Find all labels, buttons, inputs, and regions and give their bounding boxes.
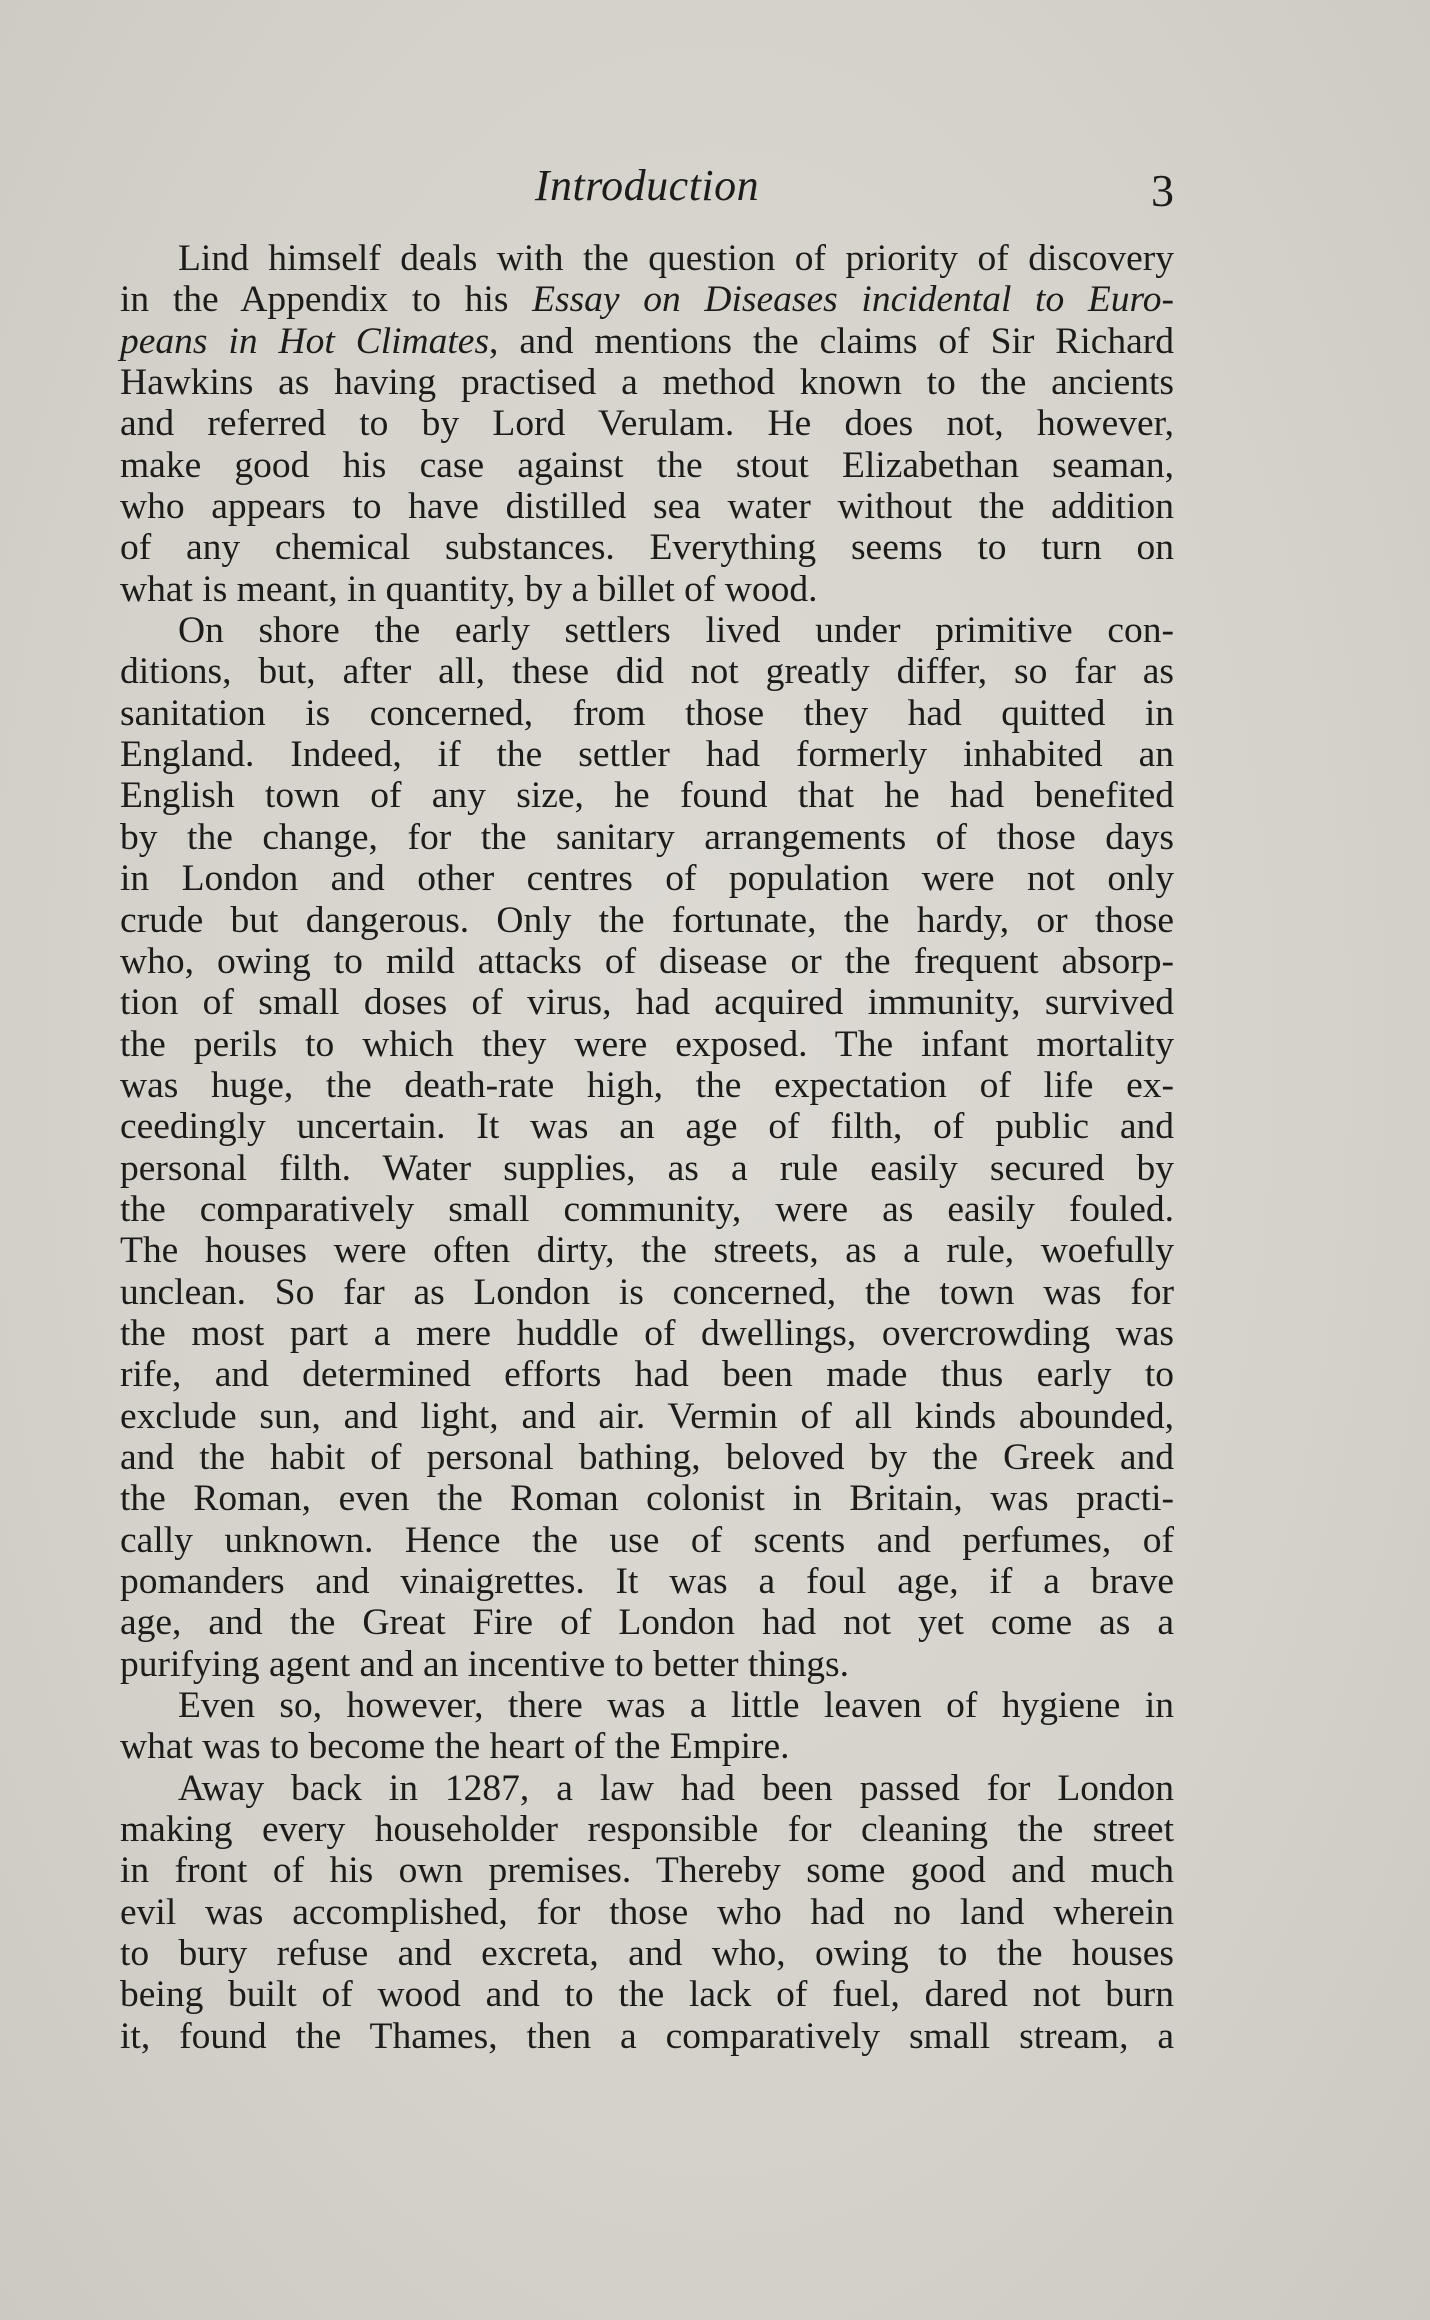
text-line: who appears to have distilled sea water without the addition [120, 486, 1174, 528]
text-line: purifying agent and an incentive to better things. [120, 1643, 849, 1685]
text-line: by the change, for the sanitary arrangements of those days [120, 816, 1174, 858]
text-line: in the Appendix to his Essay on Diseases incidental to Euro- [120, 279, 1174, 321]
text-line: the most part a mere huddle of dwellings, overcrowding was [120, 1312, 1174, 1354]
page-number: 3 [1151, 165, 1174, 216]
text-line: crude but dangerous. Only the fortunate, the hardy, or those [120, 899, 1174, 941]
text-line: Away back in 1287, a law had been passed for London [178, 1767, 1174, 1809]
text-line: make good his case against the stout Elizabethan seaman, [120, 444, 1174, 486]
body-text [120, 238, 1174, 2057]
text-line: The houses were often dirty, the streets, as a rule, woefully [120, 1230, 1174, 1272]
running-title: Introduction [534, 161, 760, 210]
text-line: what was to become the heart of the Empire. [120, 1726, 790, 1768]
text-line: Even so, however, there was a little leaven of hygiene in [178, 1685, 1174, 1727]
text-line: On shore the early settlers lived under primitive con- [178, 610, 1174, 652]
text-line: evil was accomplished, for those who had no land wherein [120, 1891, 1174, 1933]
text-line: and the habit of personal bathing, beloved by the Greek and [120, 1436, 1174, 1478]
text-line: ditions, but, after all, these did not greatly differ, so far as [120, 651, 1174, 693]
text-line: in London and other centres of population were not only [120, 858, 1174, 900]
text-line: personal filth. Water supplies, as a rule easily secured by [120, 1147, 1174, 1189]
running-head [120, 160, 1174, 220]
text-line: Hawkins as having practised a method known to the ancients [120, 362, 1174, 404]
text-line: of any chemical substances. Everything seems to turn on [120, 527, 1174, 569]
text-line: rife, and determined efforts had been made thus early to [120, 1354, 1174, 1396]
text-line: England. Indeed, if the settler had formerly inhabited an [120, 734, 1174, 776]
text-line: unclean. So far as London is concerned, the town was for [120, 1271, 1174, 1313]
text-line: who, owing to mild attacks of disease or the frequent absorp- [120, 940, 1174, 982]
text-line: peans in Hot Climates, and mentions the claims of Sir Richard [120, 320, 1174, 362]
text-line: Lind himself deals with the question of priority of discovery [178, 238, 1174, 279]
text-line: the perils to which they were exposed. The infant mortality [120, 1023, 1174, 1065]
text-line: tion of small doses of virus, had acquired immunity, survived [120, 982, 1174, 1024]
text-line: to bury refuse and excreta, and who, owing to the houses [120, 1933, 1174, 1975]
text-line: being built of wood and to the lack of fuel, dared not burn [120, 1974, 1174, 2016]
text-line: it, found the Thames, then a comparatively small stream, a [120, 2015, 1174, 2057]
text-line: what is meant, in quantity, by a billet of wood. [120, 568, 818, 610]
text-line: making every householder responsible for cleaning the street [120, 1809, 1174, 1851]
text-line: and referred to by Lord Verulam. He does not, however, [120, 403, 1174, 445]
text-line: exclude sun, and light, and air. Vermin of all kinds abounded, [120, 1395, 1174, 1437]
text-line: pomanders and vinaigrettes. It was a foul age, if a brave [120, 1561, 1174, 1602]
text-line: cally unknown. Hence the use of scents and perfumes, of [120, 1519, 1174, 1561]
text-line: age, and the Great Fire of London had not yet come as a [120, 1602, 1174, 1644]
text-line: English town of any size, he found that he had benefited [120, 775, 1174, 817]
text-line: the Roman, even the Roman colonist in Britain, was practi- [120, 1478, 1174, 1520]
text-line: the comparatively small community, were as easily fouled. [120, 1188, 1174, 1230]
text-line: sanitation is concerned, from those they had quitted in [120, 692, 1174, 734]
text-line: in front of his own premises. Thereby some good and much [120, 1850, 1174, 1892]
text-line: ceedingly uncertain. It was an age of filth, of public and [120, 1106, 1174, 1148]
text-line: was huge, the death-rate high, the expectation of life ex- [120, 1064, 1174, 1106]
